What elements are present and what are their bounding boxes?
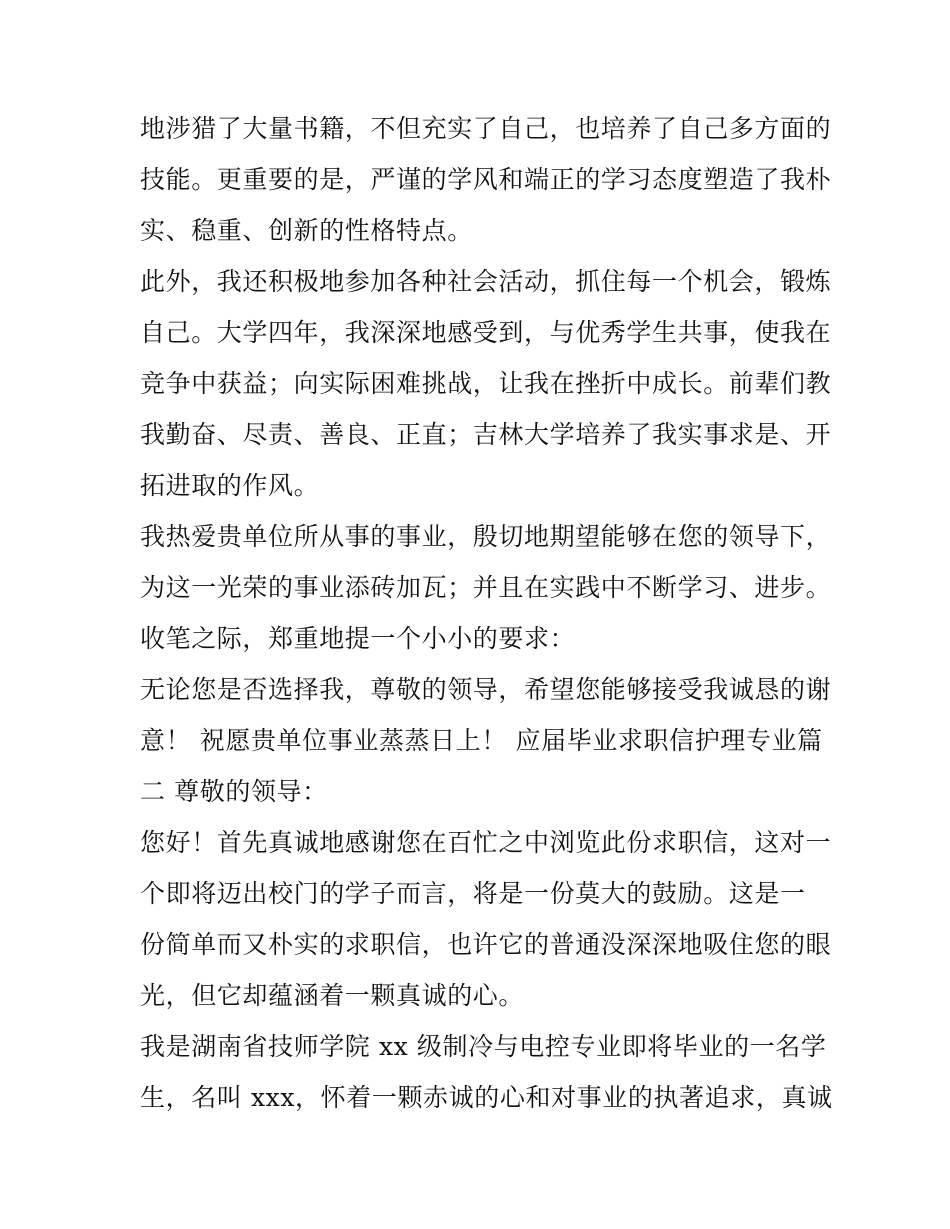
text-line: 生，名叫 xxx，怀着一颗赤诚的心和对事业的执著追求，真诚 [140,1083,833,1112]
text-line: 份简单而又朴实的求职信，也许它的普通没深深地吸住您的眼 [140,930,832,959]
text-line: 二 尊敬的领导： [140,777,328,806]
text-line: 无论您是否选择我，尊敬的领导，希望您能够接受我诚恳的谢 [140,675,832,704]
text-line: 个即将迈出校门的学子而言，将是一份莫大的鼓励。这是一 [140,879,806,908]
text-line: 自己。大学四年，我深深地感受到，与优秀学生共事，使我在 [140,318,832,347]
text-line: 实、稳重、创新的性格特点。 [140,216,473,245]
text-line: 拓进取的作风。 [140,471,320,500]
text-line: 您好！首先真诚地感谢您在百忙之中浏览此份求职信，这对一 [140,828,832,857]
text-line: 光，但它却蕴涵着一颗真诚的心。 [140,981,525,1010]
text-line: 我热爱贵单位所从事的事业，殷切地期望能够在您的领导下， [140,522,832,551]
text-line: 我是湖南省技师学院 xx 级制冷与电控专业即将毕业的一名学 [140,1032,827,1061]
text-line: 技能。更重要的是，严谨的学风和端正的学习态度塑造了我朴 [140,165,832,194]
text-line: 竞争中获益；向实际困难挑战，让我在挫折中成长。前辈们教 [140,369,832,398]
text-line: 地涉猎了大量书籍，不但充实了自己，也培养了自己多方面的 [140,114,832,143]
text-line: 为这一光荣的事业添砖加瓦；并且在实践中不断学习、进步。 [140,573,832,602]
text-line: 收笔之际，郑重地提一个小小的要求： [140,624,576,653]
text-line: 我勤奋、尽责、善良、正直；吉林大学培养了我实事求是、开 [140,420,832,449]
document-body [140,103,833,1123]
text-line: 意！ 祝愿贵单位事业蒸蒸日上！ 应届毕业求职信护理专业篇 [140,726,823,755]
text-line: 此外，我还积极地参加各种社会活动，抓住每一个机会，锻炼 [140,267,832,296]
